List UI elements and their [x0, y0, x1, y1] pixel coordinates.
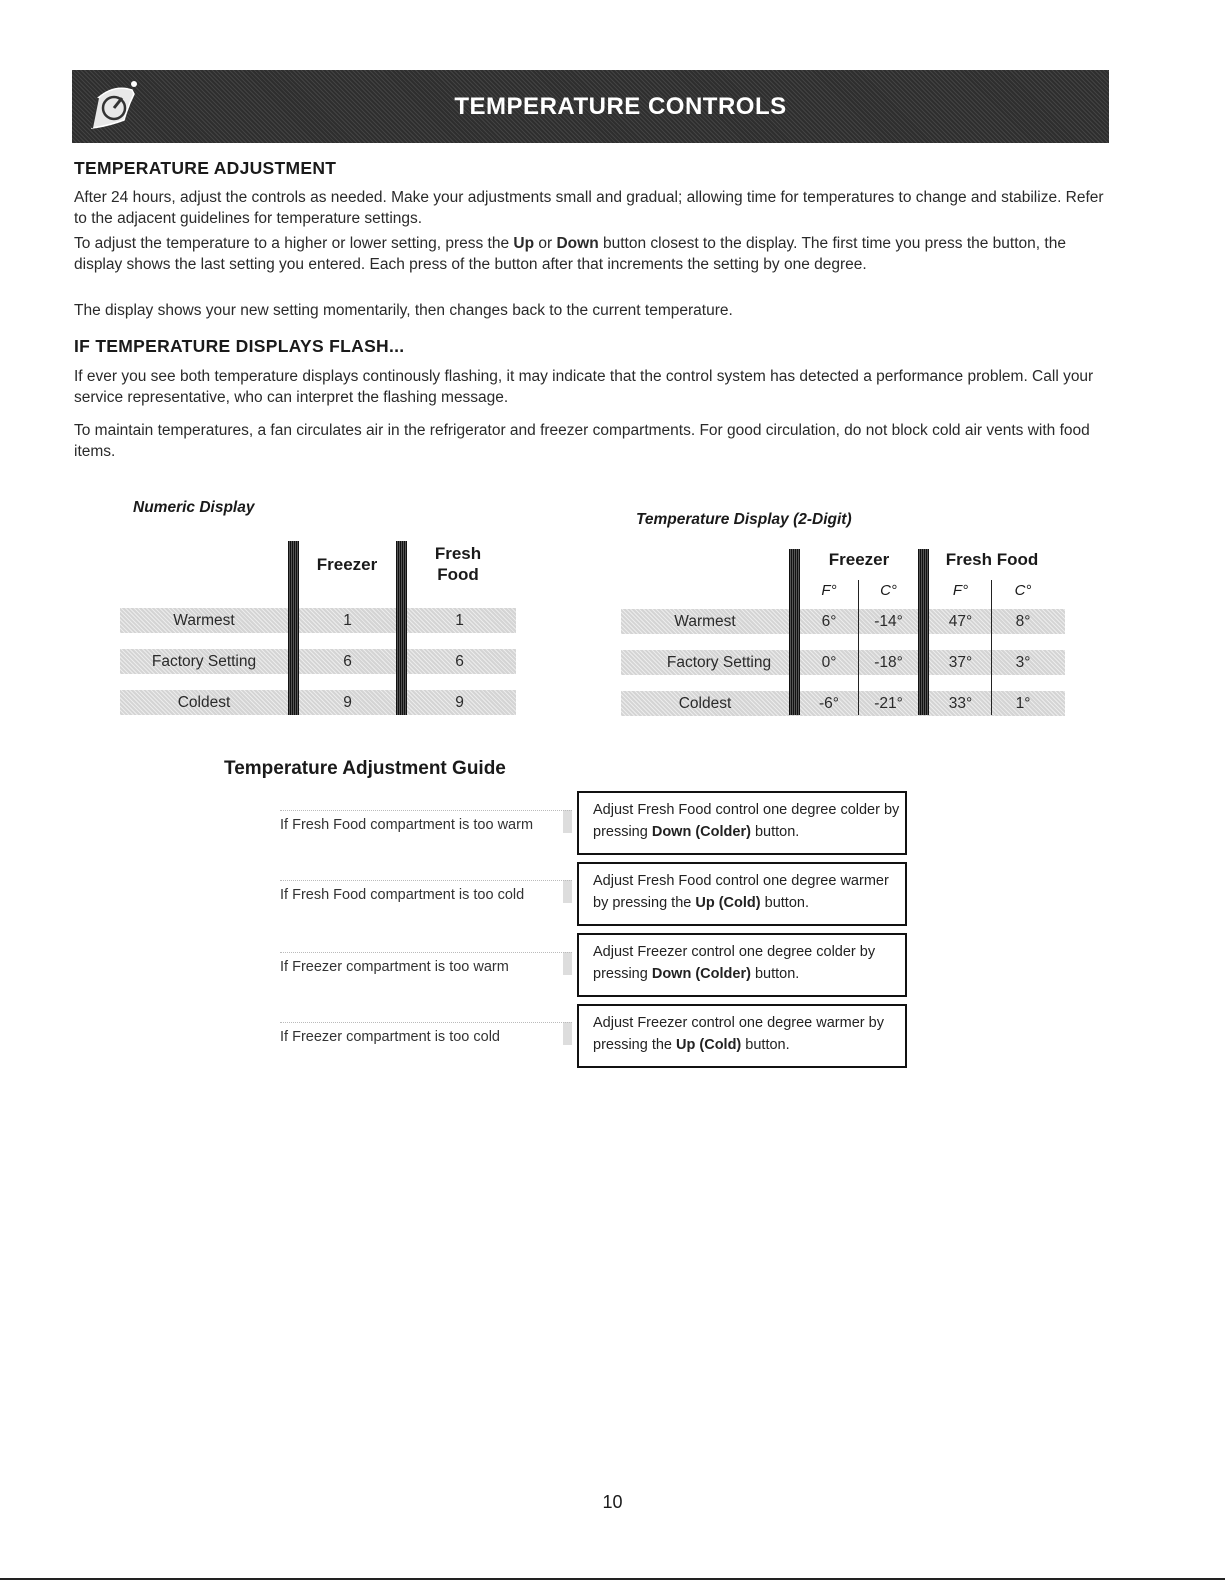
button-reference: Down (Colder) — [651, 824, 751, 840]
down-label: Down — [556, 235, 599, 252]
fresh-food-c-value: 1° — [1015, 695, 1031, 712]
freezer-c-value: -21° — [874, 695, 903, 712]
numeric-freezer-value: 6 — [343, 653, 352, 670]
unit-fahrenheit: F° — [821, 582, 837, 599]
section-heading-flash: IF TEMPERATURE DISPLAYS FLASH... — [74, 336, 405, 356]
unit-fahrenheit: F° — [952, 582, 969, 599]
numeric-fresh-value: 9 — [455, 694, 464, 711]
numeric-freezer-value: 1 — [343, 612, 352, 629]
unit-divider — [858, 580, 859, 715]
numeric-col-fresh-food — [413, 543, 503, 585]
numeric-freezer-value: 9 — [343, 694, 352, 711]
text-run: Adjust Fresh Food control one degree warmer by pressing the — [593, 873, 889, 911]
header-banner — [72, 70, 1109, 143]
text-run: Adjust Freezer control one degree colder by pressing — [593, 944, 876, 982]
text-run: button. — [741, 1037, 790, 1053]
numeric-fresh-value: 1 — [455, 612, 464, 629]
two-digit-col-freezer: Freezer — [828, 550, 890, 569]
text-run: button. — [750, 966, 800, 982]
text-run: button closest to the display. The first time you press the button, the display shows the last setting you entered. Each press of the button after that increments the setting by one degree. — [74, 235, 1066, 273]
numeric-display-caption: Numeric Display — [133, 499, 255, 516]
guide-condition: If Fresh Food compartment is too warm — [280, 810, 572, 833]
fresh-food-c-value: 8° — [1015, 613, 1031, 630]
guide-condition: If Freezer compartment is too warm — [280, 952, 572, 975]
two-digit-display-caption: Temperature Display (2-Digit) — [636, 511, 852, 528]
unit-divider — [991, 580, 992, 715]
fresh-food-f-value: 33° — [948, 695, 973, 712]
unit-celsius: C° — [880, 582, 897, 599]
flash-paragraph-1: If ever you see both temperature displays continously flashing, it may indicate that the control system has detected a performance problem. Call your service representative, who can interpret the flashing message. — [74, 368, 1094, 406]
page-number: 10 — [602, 1492, 623, 1512]
text-run: button. — [760, 895, 809, 911]
flash-paragraph-2: To maintain temperatures, a fan circulates air in the refrigerator and freezer compartments. For good circulation, do not block cold air vents with food items. — [74, 422, 1090, 460]
text-run: or — [534, 235, 557, 252]
guide-condition: If Freezer compartment is too cold — [280, 1022, 572, 1045]
text-run: Adjust Freezer control one degree warmer by pressing the — [593, 1015, 884, 1053]
fresh-food-f-value: 47° — [948, 613, 973, 630]
adjustment-paragraph-1: After 24 hours, adjust the controls as needed. Make your adjustments small and gradual; allowing time for temperatures to change and stabilize. Refer to the adjacent guidelines for temperature settings. — [74, 189, 1104, 227]
two-digit-row-label: Factory Setting — [666, 654, 772, 671]
numeric-row-label: Warmest — [173, 612, 235, 629]
two-digit-col-fresh-food: Fresh Food — [945, 550, 1039, 569]
fresh-food-f-value: 37° — [948, 654, 973, 671]
text-run: button. — [750, 824, 800, 840]
guide-action — [577, 933, 907, 997]
text-run: To adjust the temperature to a higher or lower setting, press the — [74, 235, 514, 252]
col-label-line: Fresh — [434, 544, 482, 563]
button-reference: Up (Cold) — [695, 895, 761, 911]
column-divider — [789, 549, 800, 715]
freezer-f-value: 0° — [821, 654, 837, 671]
freezer-c-value: -14° — [874, 613, 903, 630]
numeric-fresh-value: 6 — [455, 653, 464, 670]
thermometer-dial-icon — [84, 76, 144, 136]
button-reference: Down (Colder) — [651, 966, 751, 982]
freezer-c-value: -18° — [874, 654, 903, 671]
guide-condition: If Fresh Food compartment is too cold — [280, 880, 572, 903]
column-divider — [396, 541, 407, 715]
up-label: Up — [513, 235, 535, 252]
two-digit-row-label: Warmest — [674, 613, 736, 630]
page-title: TEMPERATURE CONTROLS — [454, 92, 787, 120]
guide-action — [577, 862, 907, 926]
text-run: Adjust Fresh Food control one degree colder by pressing — [593, 802, 900, 840]
bottom-rule — [0, 1578, 1225, 1580]
guide-action — [577, 1004, 907, 1068]
column-divider — [288, 541, 299, 715]
button-reference: Up (Cold) — [676, 1037, 742, 1053]
numeric-row-label: Factory Setting — [151, 653, 257, 670]
freezer-f-value: -6° — [819, 695, 839, 712]
unit-celsius: C° — [1014, 582, 1032, 599]
two-digit-row-label: Coldest — [678, 695, 732, 712]
col-label-line: Food — [437, 565, 479, 584]
adjustment-paragraph-3: The display shows your new setting momentarily, then changes back to the current temperature. — [74, 302, 733, 319]
fresh-food-c-value: 3° — [1015, 654, 1031, 671]
guide-title: Temperature Adjustment Guide — [224, 758, 506, 779]
freezer-f-value: 6° — [821, 613, 837, 630]
numeric-row-label: Coldest — [177, 694, 231, 711]
adjustment-paragraph-2 — [74, 233, 1114, 275]
guide-action — [577, 791, 907, 855]
column-divider — [918, 549, 929, 715]
section-heading-adjustment: TEMPERATURE ADJUSTMENT — [74, 158, 337, 178]
numeric-col-freezer: Freezer — [316, 555, 378, 574]
